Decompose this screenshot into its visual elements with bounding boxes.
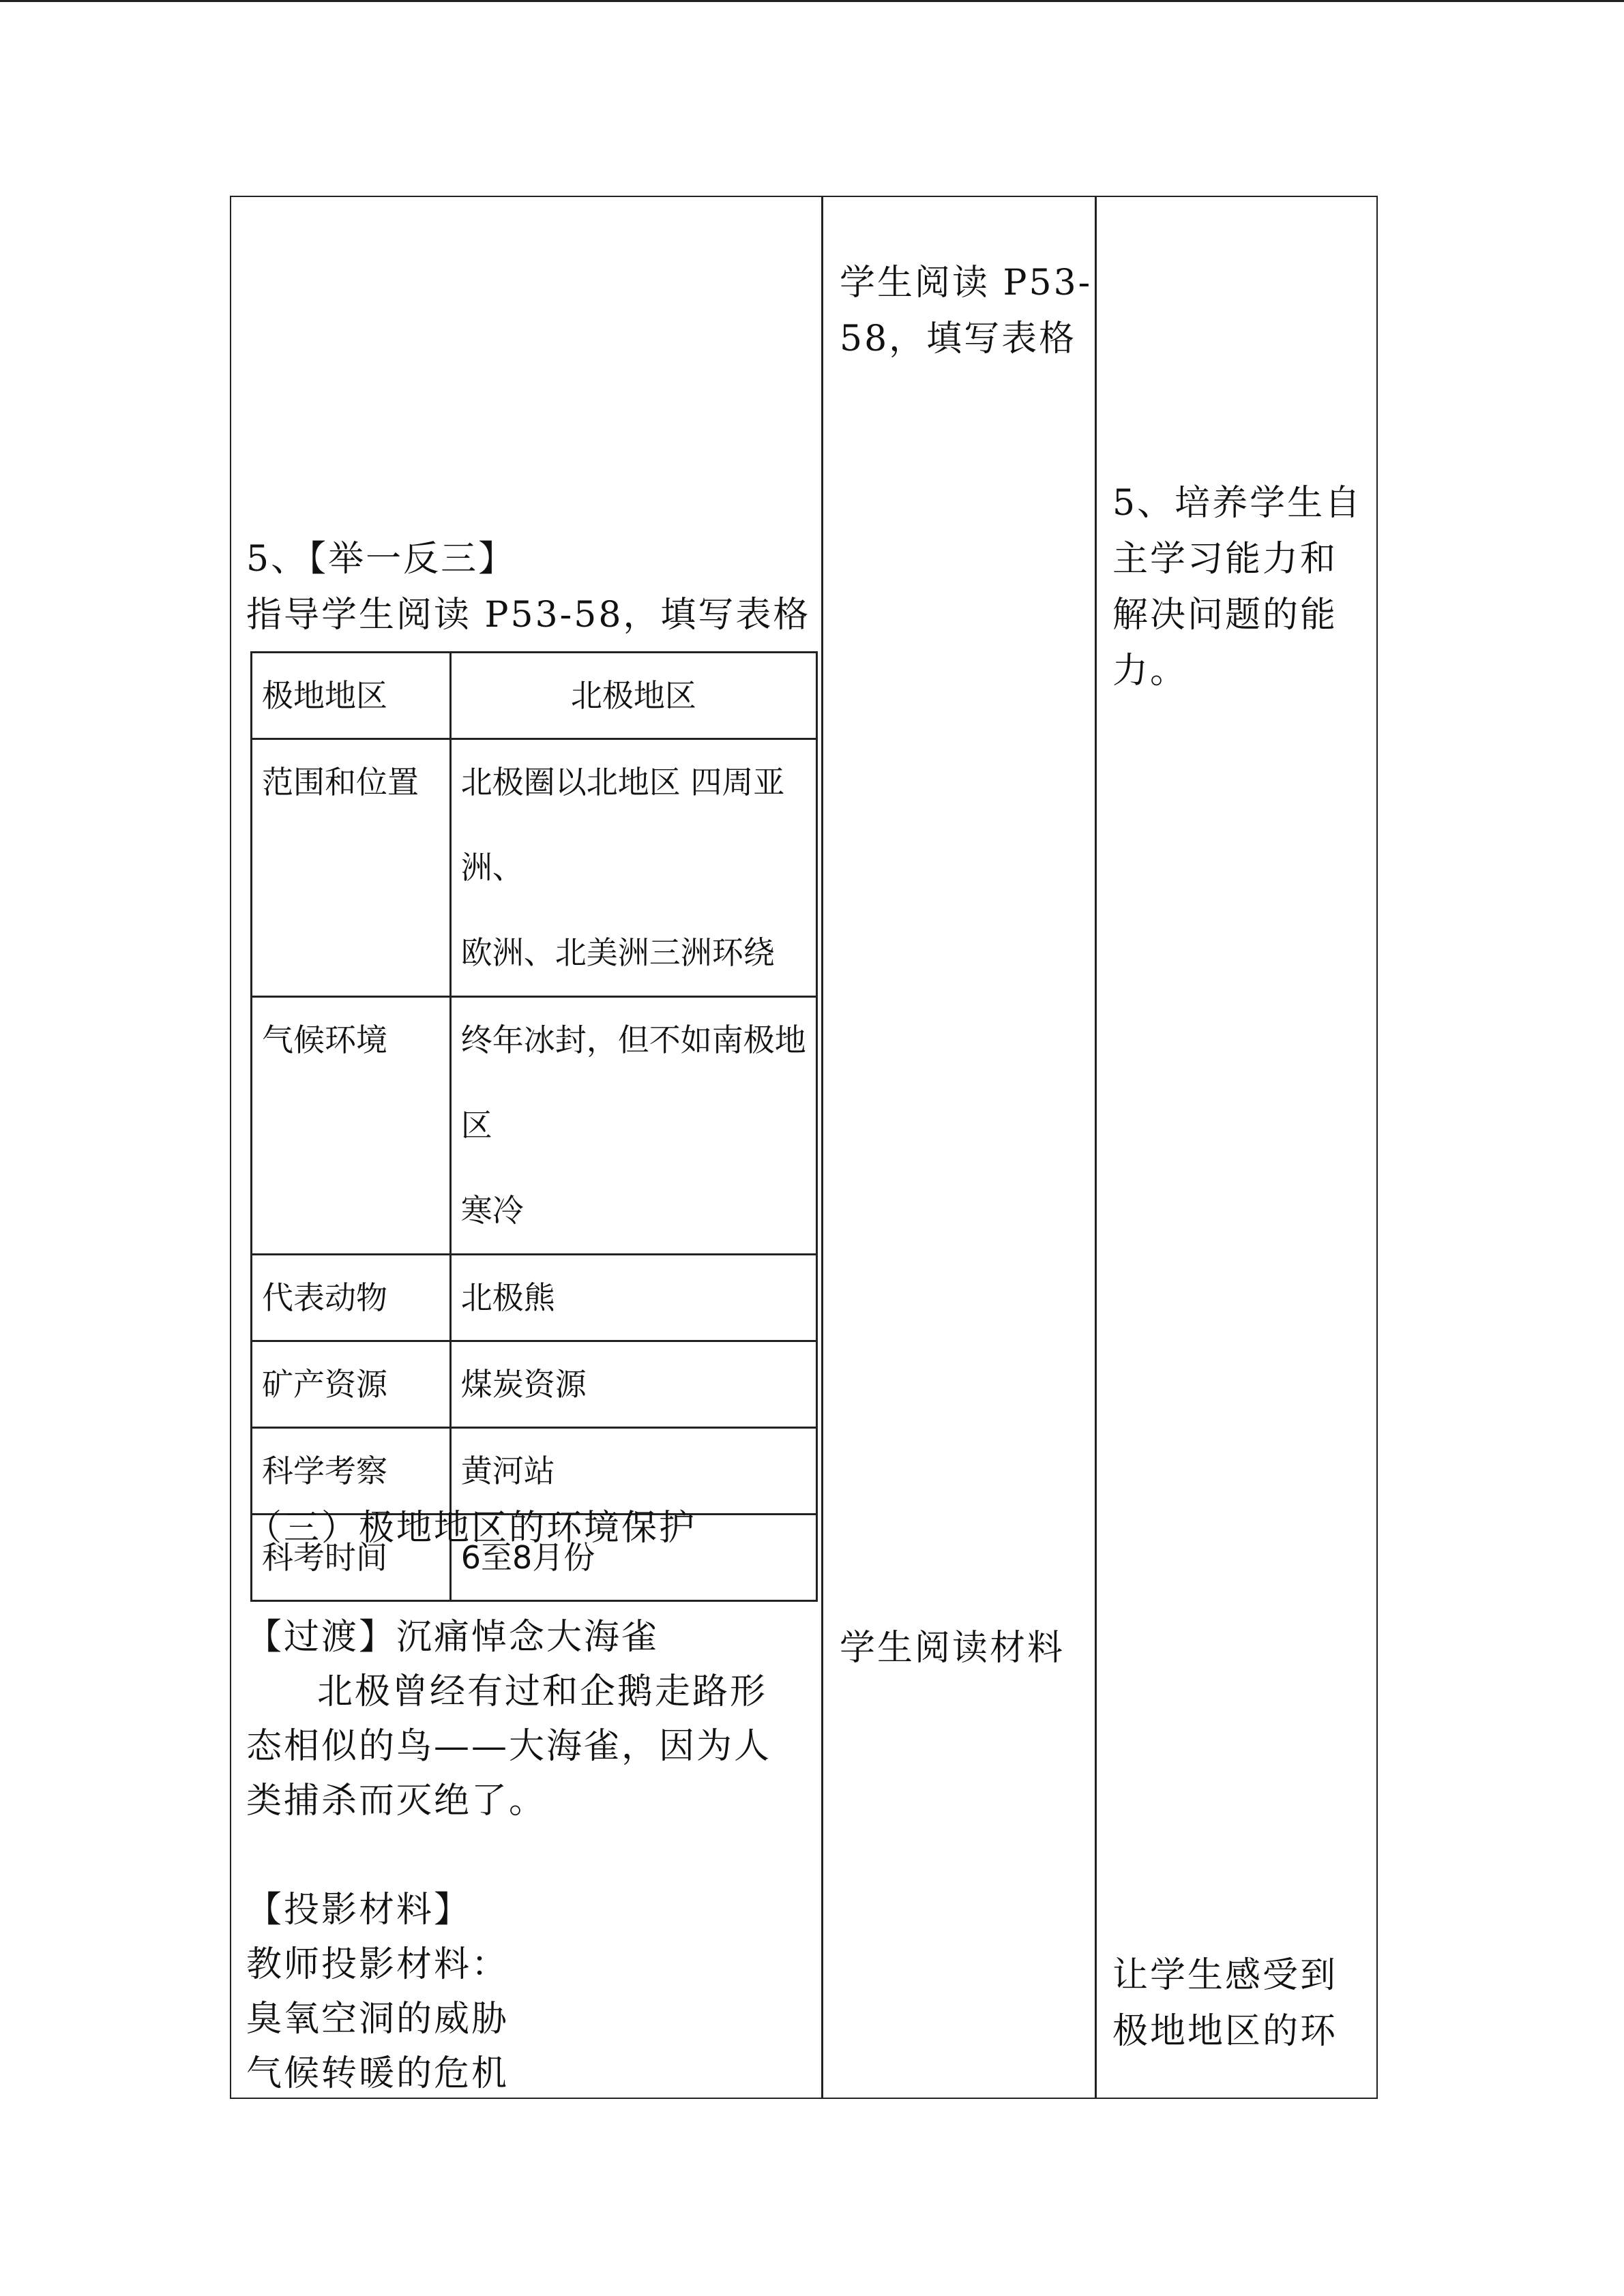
table-header-row xyxy=(252,653,817,739)
student-read-material: 学生阅读材料 xyxy=(840,1628,1065,1669)
row-label: 科学考察 xyxy=(262,1452,387,1489)
projection-line: 臭氧空洞的威胁 xyxy=(246,1999,510,2040)
goal-env-line: 让学生感受到 xyxy=(1112,1955,1338,1996)
section3-title: （三）极地地区的环境保护 xyxy=(246,1508,697,1549)
section5-instruction: 指导学生阅读 P53-58，填写表格 xyxy=(246,595,811,636)
projection-line: 教师投影材料： xyxy=(246,1944,510,1985)
table-row xyxy=(252,1255,817,1341)
goal-line: 主学习能力和 xyxy=(1112,539,1338,580)
projection-line: 气候转暖的危机 xyxy=(246,2053,510,2094)
column-divider-2 xyxy=(1095,197,1097,2098)
row-value: 欧洲、北美洲三洲环绕 xyxy=(460,934,775,971)
table-row xyxy=(252,997,817,1255)
goal-line: 力。 xyxy=(1112,651,1188,691)
row-value: 北极圈以北地区 四周亚洲、 xyxy=(460,764,785,886)
row-value: 终年冰封，但不如南极地区 xyxy=(460,1022,806,1144)
row-label: 气候环境 xyxy=(262,1022,387,1058)
row-label: 代表动物 xyxy=(262,1279,387,1316)
table-row xyxy=(252,1341,817,1428)
row-value: 黄河站 xyxy=(460,1452,555,1489)
student-activity-line: 58，填写表格 xyxy=(840,318,1077,359)
row-label: 范围和位置 xyxy=(262,764,419,801)
row-value: 6至8月份 xyxy=(460,1539,595,1576)
column-divider-1 xyxy=(821,197,823,2098)
projection-title: 【投影材料】 xyxy=(246,1890,472,1930)
table-row xyxy=(252,739,817,997)
page-top-edge xyxy=(0,0,1624,2)
student-activity-line: 学生阅读 P53- xyxy=(840,263,1093,303)
arctic-info-table xyxy=(250,651,818,1602)
goal-line: 5、培养学生自 xyxy=(1112,483,1363,524)
row-value: 寒冷 xyxy=(460,1192,524,1229)
lesson-plan-table xyxy=(230,196,1378,2099)
section5-title: 5、【举一反三】 xyxy=(246,539,516,580)
row-value: 煤炭资源 xyxy=(460,1366,587,1403)
goal-env-line: 极地地区的环 xyxy=(1112,2011,1338,2052)
transition-body-line: 态相似的鸟——大海雀，因为人 xyxy=(246,1726,772,1767)
transition-title: 【过渡】沉痛悼念大海雀 xyxy=(246,1617,660,1658)
transition-body-line: 类捕杀而灭绝了。 xyxy=(246,1780,547,1821)
row-label: 科考时间 xyxy=(262,1539,387,1576)
header-cell-region: 极地地区 xyxy=(262,677,387,714)
transition-body-line: 北极曾经有过和企鹅走路形 xyxy=(317,1671,768,1712)
header-cell-arctic: 北极地区 xyxy=(570,677,696,714)
row-label: 矿产资源 xyxy=(262,1366,387,1403)
goal-line: 解决问题的能 xyxy=(1112,595,1338,636)
row-value: 北极熊 xyxy=(460,1279,555,1316)
